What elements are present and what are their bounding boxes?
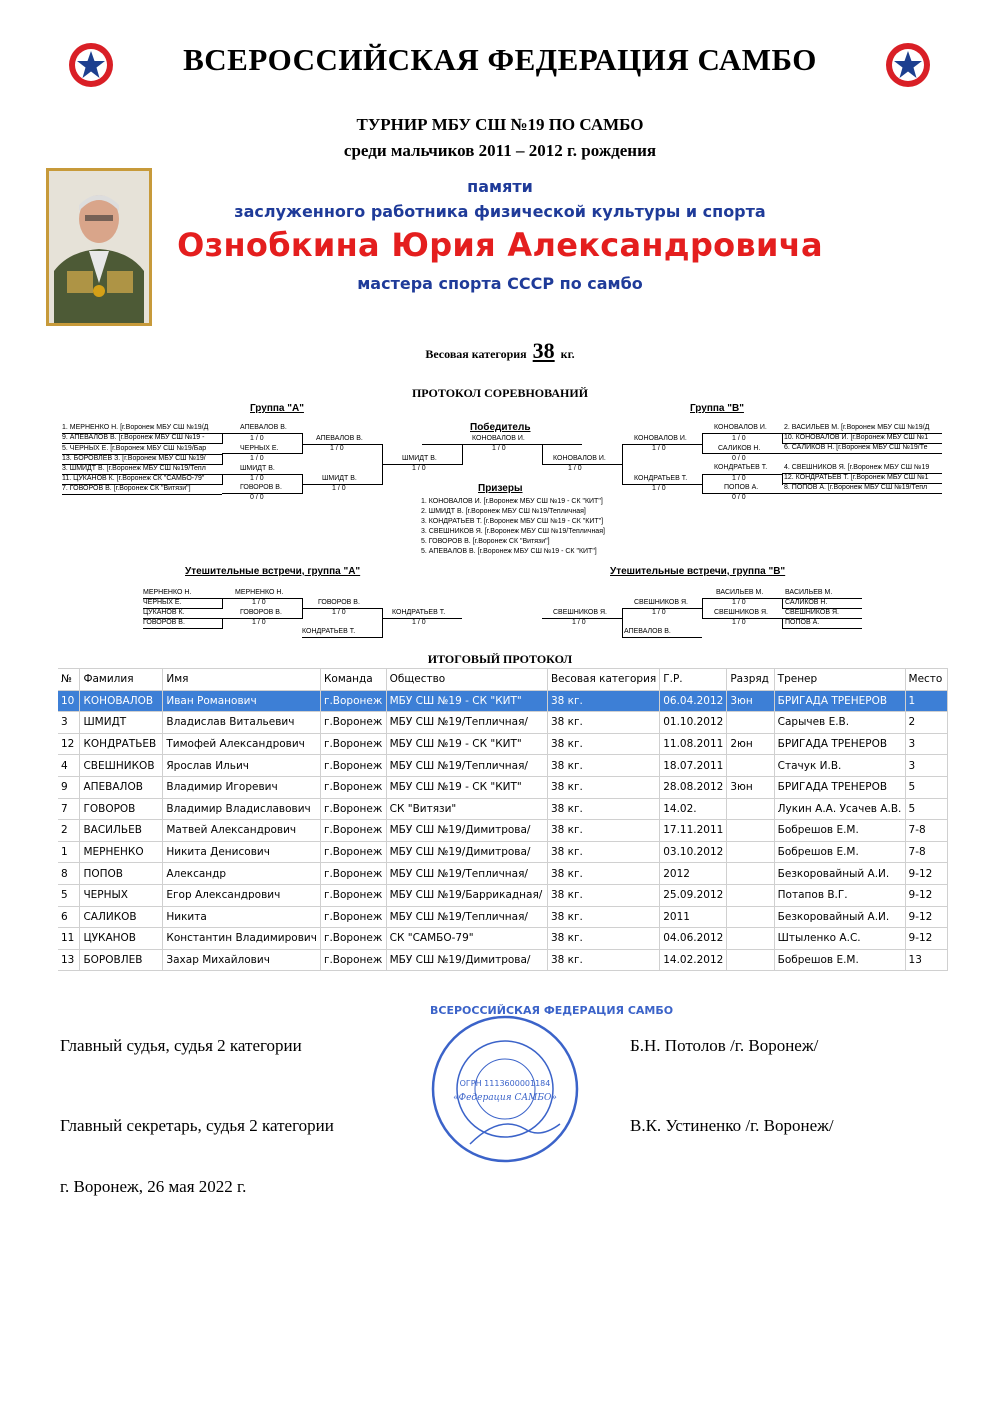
rep-b-r1-score: 1 / 0	[732, 619, 746, 626]
rep-b-r1: СВЕШНИКОВ Я.	[714, 609, 768, 616]
table-cell: 38 кг.	[547, 949, 659, 971]
secretary-title: Главный секретарь, судья 2 категории	[60, 1116, 334, 1135]
table-cell: 7-8	[905, 841, 947, 863]
rep-a-r2: ГОВОРОВ В.	[318, 599, 360, 606]
rep-b-loser-in: АПЕВАЛОВ В.	[624, 628, 671, 635]
group-a-r1: АПЕВАЛОВ В.	[240, 424, 287, 431]
table-cell: 14.02.2012	[660, 949, 727, 971]
table-cell	[727, 906, 774, 928]
rep-a-r1-score: 1 / 0	[252, 619, 266, 626]
table-cell: 7-8	[905, 820, 947, 842]
table-cell: КОНДРАТЬЕВ	[80, 733, 163, 755]
table-row[interactable]	[58, 863, 948, 885]
group-b-r1: САЛИКОВ Н.	[718, 445, 761, 452]
table-row[interactable]	[58, 690, 948, 712]
table-cell: 25.09.2012	[660, 884, 727, 906]
table-cell: 38 кг.	[547, 906, 659, 928]
table-cell: Захар Михайлович	[163, 949, 321, 971]
table-cell	[727, 949, 774, 971]
rep-a-title: Утешительные встречи, группа "А"	[185, 566, 361, 577]
group-b-r2: КОНОВАЛОВ И.	[634, 435, 687, 442]
table-cell: МЕРНЕНКО	[80, 841, 163, 863]
table-cell: 38 кг.	[547, 863, 659, 885]
prize-item: 5. ГОВОРОВ В. [г.Воронеж СК "Витязи"]	[421, 538, 550, 545]
group-a-final: ШМИДТ В.	[402, 455, 437, 462]
table-cell: САЛИКОВ	[80, 906, 163, 928]
group-b-r1: КОНДРАТЬЕВ Т.	[714, 464, 768, 471]
prize-item: 3. КОНДРАТЬЕВ Т. [г.Воронеж МБУ СШ №19 - СК "КИТ"]	[421, 518, 604, 525]
table-cell: Безкоровайный А.И.	[774, 906, 905, 928]
table-cell: 2011	[660, 906, 727, 928]
group-a-entry: 9. АПЕВАЛОВ В. [г.Воронеж МБУ СШ №19 -	[62, 434, 205, 441]
table-cell: 7	[58, 798, 80, 820]
table-cell: г.Воронеж	[320, 863, 386, 885]
prize-item: 5. АПЕВАЛОВ В. [г.Воронеж МБУ СШ №19 - СК "КИТ"]	[421, 548, 597, 555]
group-a-entry: 3. ШМИДТ В. [г.Воронеж МБУ СШ №19/Тепл	[62, 465, 206, 472]
table-cell: МБУ СШ №19/Тепличная/	[386, 712, 547, 734]
group-b-entry: 2. ВАСИЛЬЕВ М. [г.Воронеж МБУ СШ №19/Д	[784, 424, 930, 431]
group-b-entry: 6. САЛИКОВ Н. [г.Воронеж МБУ СШ №19/Те	[784, 444, 928, 451]
winner-name: КОНОВАЛОВ И.	[472, 435, 525, 442]
table-cell: 10	[58, 690, 80, 712]
table-cell: г.Воронеж	[320, 928, 386, 950]
table-cell: Безкоровайный А.И.	[774, 863, 905, 885]
table-cell: Константин Владимирович	[163, 928, 321, 950]
group-a-r1: ГОВОРОВ В.	[240, 484, 282, 491]
table-cell: МБУ СШ №19 - СК "КИТ"	[386, 776, 547, 798]
table-row[interactable]	[58, 906, 948, 928]
rep-a-final: КОНДРАТЬЕВ Т.	[392, 609, 446, 616]
table-cell: МБУ СШ №19 - СК "КИТ"	[386, 733, 547, 755]
rep-a-entry: ЧЕРНЫХ Е.	[143, 599, 182, 606]
table-cell: БРИГАДА ТРЕНЕРОВ	[774, 690, 905, 712]
table-cell	[727, 712, 774, 734]
table-header	[58, 669, 948, 691]
table-cell: 38 кг.	[547, 712, 659, 734]
table-row[interactable]	[58, 755, 948, 777]
group-b-entry: 4. СВЕШНИКОВ Я. [г.Воронеж МБУ СШ №19	[784, 464, 930, 471]
group-b-r1-score: 0 / 0	[732, 494, 746, 501]
group-a-r1: ШМИДТ В.	[240, 465, 275, 472]
group-a-r2-score: 1 / 0	[330, 445, 344, 452]
table-cell	[727, 820, 774, 842]
tournament-subtitle: среди мальчиков 2011 – 2012 г. рождения	[343, 141, 657, 160]
table-cell: г.Воронеж	[320, 906, 386, 928]
place-date: г. Воронеж, 26 мая 2022 г.	[60, 1177, 247, 1196]
table-cell: ЧЕРНЫХ	[80, 884, 163, 906]
memorial-line-1: памяти	[467, 177, 533, 196]
group-a-entry: 13. БОРОВЛЕВ З. [г.Воронеж МБУ СШ №19/	[62, 455, 206, 462]
rep-a-r1: ГОВОРОВ В.	[240, 609, 282, 616]
group-a-r1-score: 1 / 0	[250, 455, 264, 462]
rep-b-entry: ПОПОВ А.	[785, 619, 820, 626]
table-cell: г.Воронеж	[320, 949, 386, 971]
rep-b-r1: ВАСИЛЬЕВ М.	[716, 589, 764, 596]
table-row[interactable]	[58, 841, 948, 863]
table-cell: 3юн	[727, 776, 774, 798]
table-cell: МБУ СШ №19 - СК "КИТ"	[386, 690, 547, 712]
table-cell: ШМИДТ	[80, 712, 163, 734]
table-cell	[727, 755, 774, 777]
table-cell: 2юн	[727, 733, 774, 755]
group-b-r2-score: 1 / 0	[652, 485, 666, 492]
col-header[interactable]: Команда	[320, 669, 386, 691]
table-cell	[727, 928, 774, 950]
table-cell: Бобрешов Е.М.	[774, 949, 905, 971]
table-row[interactable]	[58, 712, 948, 734]
table-cell: г.Воронеж	[320, 884, 386, 906]
group-a-entry: 1. МЕРНЕНКО Н. [г.Воронеж МБУ СШ №19/Д	[62, 424, 209, 431]
col-header[interactable]: №	[58, 669, 80, 691]
table-row[interactable]	[58, 949, 948, 971]
memorial-line-4: мастера спорта СССР по самбо	[357, 274, 643, 293]
judge-title: Главный судья, судья 2 категории	[60, 1036, 302, 1055]
memorial-line-2: заслуженного работника физической культуры и спорта	[234, 202, 766, 221]
table-cell: Бобрешов Е.М.	[774, 820, 905, 842]
table-row[interactable]	[58, 798, 948, 820]
group-a-r1-score: 0 / 0	[250, 494, 264, 501]
group-b-final-score: 1 / 0	[568, 465, 582, 472]
table-cell: 1	[58, 841, 80, 863]
judge-name: Б.Н. Потолов /г. Воронеж/	[630, 1036, 819, 1055]
table-cell: 28.08.2012	[660, 776, 727, 798]
rep-b-entry: ВАСИЛЬЕВ М.	[785, 589, 833, 596]
results-table	[58, 668, 948, 971]
memorial-name: Ознобкина Юрия Александровича	[177, 226, 823, 264]
federation-title: ВСЕРОССИЙСКАЯ ФЕДЕРАЦИЯ САМБО	[183, 42, 817, 77]
rep-a-loser-in: КОНДРАТЬЕВ Т.	[302, 628, 356, 635]
table-cell: г.Воронеж	[320, 776, 386, 798]
group-a-entry: 5. ЧЕРНЫХ Е. [г.Воронеж МБУ СШ №19/Бар	[62, 445, 207, 452]
table-cell: МБУ СШ №19/Тепличная/	[386, 863, 547, 885]
table-cell: Никита Денисович	[163, 841, 321, 863]
table-row[interactable]	[58, 776, 948, 798]
col-header[interactable]: Общество	[386, 669, 547, 691]
table-cell: 9	[58, 776, 80, 798]
table-cell: 38 кг.	[547, 841, 659, 863]
table-cell: 12	[58, 733, 80, 755]
table-cell: 1	[905, 690, 947, 712]
table-cell: 38 кг.	[547, 884, 659, 906]
weight-unit: кг.	[560, 347, 575, 361]
table-cell	[727, 863, 774, 885]
group-a-r2-score: 1 / 0	[332, 485, 346, 492]
table-row[interactable]	[58, 820, 948, 842]
table-cell: 2012	[660, 863, 727, 885]
table-cell: Матвей Александрович	[163, 820, 321, 842]
col-header[interactable]: Место	[905, 669, 947, 691]
rep-b-r2: СВЕШНИКОВ Я.	[634, 599, 688, 606]
group-a-title: Группа "А"	[250, 403, 304, 414]
final-protocol-title: ИТОГОВЫЙ ПРОТОКОЛ	[427, 652, 573, 666]
table-cell: 8	[58, 863, 80, 885]
table-cell: г.Воронеж	[320, 755, 386, 777]
table-cell: г.Воронеж	[320, 841, 386, 863]
rep-b-r1-score: 1 / 0	[732, 599, 746, 606]
table-cell: 38 кг.	[547, 776, 659, 798]
table-cell: г.Воронеж	[320, 712, 386, 734]
secretary-name: В.К. Устиненко /г. Воронеж/	[630, 1116, 834, 1135]
table-cell: 2	[58, 820, 80, 842]
col-header[interactable]: Фамилия	[80, 669, 163, 691]
group-b-r1-score: 1 / 0	[732, 475, 746, 482]
table-cell: 9-12	[905, 863, 947, 885]
col-header[interactable]: Весовая категория	[547, 669, 659, 691]
rep-b-r2-score: 1 / 0	[652, 609, 666, 616]
group-b-r1: КОНОВАЛОВ И.	[714, 424, 767, 431]
group-b-final: КОНОВАЛОВ И.	[553, 455, 606, 462]
table-cell: 9-12	[905, 906, 947, 928]
group-a-r1: ЧЕРНЫХ Е.	[240, 445, 279, 452]
table-cell: МБУ СШ №19/Тепличная/	[386, 755, 547, 777]
rep-a-entry: ЦУКАНОВ К.	[143, 609, 185, 616]
group-b-entry: 10. КОНОВАЛОВ И. [г.Воронеж МБУ СШ №1	[784, 434, 929, 441]
weight-label: Весовая категория	[425, 347, 527, 361]
table-cell: г.Воронеж	[320, 690, 386, 712]
table-row[interactable]	[58, 733, 948, 755]
group-b-entry: 8. ПОПОВ А. [г.Воронеж МБУ СШ №19/Тепл	[784, 484, 928, 491]
table-cell: ПОПОВ	[80, 863, 163, 885]
table-cell: 18.07.2011	[660, 755, 727, 777]
prizes-title: Призеры	[478, 483, 523, 494]
group-b-r1-score: 1 / 0	[732, 435, 746, 442]
table-cell: 3	[58, 712, 80, 734]
table-cell: МБУ СШ №19/Димитрова/	[386, 949, 547, 971]
bracket	[0, 0, 1000, 650]
rep-a-r2-score: 1 / 0	[332, 609, 346, 616]
table-cell: КОНОВАЛОВ	[80, 690, 163, 712]
prize-item: 2. ШМИДТ В. [г.Воронеж МБУ СШ №19/Тепличная]	[421, 508, 586, 515]
table-cell: 04.06.2012	[660, 928, 727, 950]
table-cell: Владимир Игоревич	[163, 776, 321, 798]
rep-a-r1-score: 1 / 0	[252, 599, 266, 606]
table-cell: 03.10.2012	[660, 841, 727, 863]
table-cell: 11.08.2011	[660, 733, 727, 755]
table-cell: ЦУКАНОВ	[80, 928, 163, 950]
table-cell: 14.02.	[660, 798, 727, 820]
table-cell: 17.11.2011	[660, 820, 727, 842]
group-a-entry: 7. ГОВОРОВ В. [г.Воронеж СК "Витязи"]	[62, 485, 191, 492]
table-cell: 38 кг.	[547, 690, 659, 712]
prize-item: 1. КОНОВАЛОВ И. [г.Воронеж МБУ СШ №19 - СК "КИТ"]	[421, 498, 603, 505]
table-cell: 5	[905, 776, 947, 798]
table-cell: Тимофей Александрович	[163, 733, 321, 755]
table-cell: ВАСИЛЬЕВ	[80, 820, 163, 842]
table-cell: Бобрешов Е.М.	[774, 841, 905, 863]
table-cell: 13	[905, 949, 947, 971]
table-cell: МБУ СШ №19/Баррикадная/	[386, 884, 547, 906]
table-cell: Сарычев Е.В.	[774, 712, 905, 734]
group-b-r2: КОНДРАТЬЕВ Т.	[634, 475, 688, 482]
rep-a-r1: МЕРНЕНКО Н.	[235, 589, 284, 596]
table-cell: МБУ СШ №19/Тепличная/	[386, 906, 547, 928]
group-a-r2: ШМИДТ В.	[322, 475, 357, 482]
table-cell: 06.04.2012	[660, 690, 727, 712]
table-cell: 4	[58, 755, 80, 777]
table-cell: 38 кг.	[547, 733, 659, 755]
table-cell: Егор Александрович	[163, 884, 321, 906]
table-cell: 3	[905, 755, 947, 777]
rep-b-title: Утешительные встречи, группа "В"	[610, 566, 786, 577]
table-cell: 38 кг.	[547, 755, 659, 777]
table-cell: г.Воронеж	[320, 733, 386, 755]
prize-item: 3. СВЕШНИКОВ Я. [г.Воронеж МБУ СШ №19/Тепличная]	[421, 528, 605, 535]
stamp-ogrn: ОГРН 1113600001184	[459, 1079, 551, 1088]
rep-a-entry: ГОВОРОВ В.	[143, 619, 185, 626]
col-header[interactable]: Тренер	[774, 669, 905, 691]
official-stamp	[430, 1004, 674, 1164]
weight-value: 38	[532, 338, 555, 363]
group-a-r1-score: 1 / 0	[250, 435, 264, 442]
table-cell: АПЕВАЛОВ	[80, 776, 163, 798]
table-cell	[727, 884, 774, 906]
table-cell: Иван Романович	[163, 690, 321, 712]
rep-a-entry: МЕРНЕНКО Н.	[143, 589, 192, 596]
rep-b-entry: САЛИКОВ Н.	[785, 599, 828, 606]
rep-b-entry: СВЕШНИКОВ Я.	[785, 609, 839, 616]
table-cell: 2	[905, 712, 947, 734]
table-cell: БОРОВЛЕВ	[80, 949, 163, 971]
table-cell	[727, 798, 774, 820]
col-header[interactable]: Г.Р.	[660, 669, 727, 691]
rep-a-final-score: 1 / 0	[412, 619, 426, 626]
group-b-r2-score: 1 / 0	[652, 445, 666, 452]
col-header[interactable]: Разряд	[727, 669, 774, 691]
table-cell: Ярослав Ильич	[163, 755, 321, 777]
winner-title: Победитель	[470, 422, 531, 433]
table-cell	[727, 841, 774, 863]
table-cell: СК "Витязи"	[386, 798, 547, 820]
group-a-entry: 11. ЦУКАНОВ К. [г.Воронеж СК "САМБО-79"	[62, 475, 205, 482]
table-cell: Лукин А.А. Усачев А.В.	[774, 798, 905, 820]
rep-b-final-score: 1 / 0	[572, 619, 586, 626]
table-cell: 38 кг.	[547, 820, 659, 842]
table-cell: 3юн	[727, 690, 774, 712]
table-cell: Владимир Владиславович	[163, 798, 321, 820]
stamp-outer-text: ВСЕРОССИЙСКАЯ ФЕДЕРАЦИЯ САМБО	[430, 1004, 674, 1017]
table-cell: 5	[905, 798, 947, 820]
table-cell: 9-12	[905, 884, 947, 906]
group-a-final-score: 1 / 0	[412, 465, 426, 472]
table-cell: Владислав Витальевич	[163, 712, 321, 734]
table-cell: 6	[58, 906, 80, 928]
table-cell: 3	[905, 733, 947, 755]
group-a-r1-score: 1 / 0	[250, 475, 264, 482]
table-row[interactable]	[58, 884, 948, 906]
table-cell: МБУ СШ №19/Димитрова/	[386, 820, 547, 842]
tournament-title: ТУРНИР МБУ СШ №19 ПО САМБО	[356, 115, 644, 134]
table-cell: 5	[58, 884, 80, 906]
protocol-title: ПРОТОКОЛ СОРЕВНОВАНИЙ	[411, 386, 589, 400]
table-cell: Стачук И.В.	[774, 755, 905, 777]
table-cell: 38 кг.	[547, 928, 659, 950]
table-cell: 01.10.2012	[660, 712, 727, 734]
table-cell: БРИГАДА ТРЕНЕРОВ	[774, 733, 905, 755]
table-cell: 38 кг.	[547, 798, 659, 820]
table-row[interactable]	[58, 928, 948, 950]
table-cell: г.Воронеж	[320, 798, 386, 820]
table-cell: СВЕШНИКОВ	[80, 755, 163, 777]
table-cell: ГОВОРОВ	[80, 798, 163, 820]
table-cell: Александр	[163, 863, 321, 885]
col-header[interactable]: Имя	[163, 669, 321, 691]
table-cell: 11	[58, 928, 80, 950]
table-cell: 13	[58, 949, 80, 971]
group-a-r2: АПЕВАЛОВ В.	[316, 435, 363, 442]
table-cell: БРИГАДА ТРЕНЕРОВ	[774, 776, 905, 798]
table-cell: 9-12	[905, 928, 947, 950]
winner-score: 1 / 0	[492, 445, 506, 452]
table-cell: Никита	[163, 906, 321, 928]
rep-b-final: СВЕШНИКОВ Я.	[553, 609, 607, 616]
table-cell: МБУ СШ №19/Димитрова/	[386, 841, 547, 863]
group-b-r1-score: 0 / 0	[732, 455, 746, 462]
group-b-title: Группа "В"	[690, 403, 744, 414]
table-cell: г.Воронеж	[320, 820, 386, 842]
table-cell: СК "САМБО-79"	[386, 928, 547, 950]
group-b-r1: ПОПОВ А.	[724, 484, 759, 491]
table-cell: Штыленко А.С.	[774, 928, 905, 950]
stamp-inner: «Федерация САМБО»	[453, 1093, 557, 1103]
table-cell: Потапов В.Г.	[774, 884, 905, 906]
group-b-entry: 12. КОНДРАТЬЕВ Т. [г.Воронеж МБУ СШ №1	[784, 474, 929, 481]
